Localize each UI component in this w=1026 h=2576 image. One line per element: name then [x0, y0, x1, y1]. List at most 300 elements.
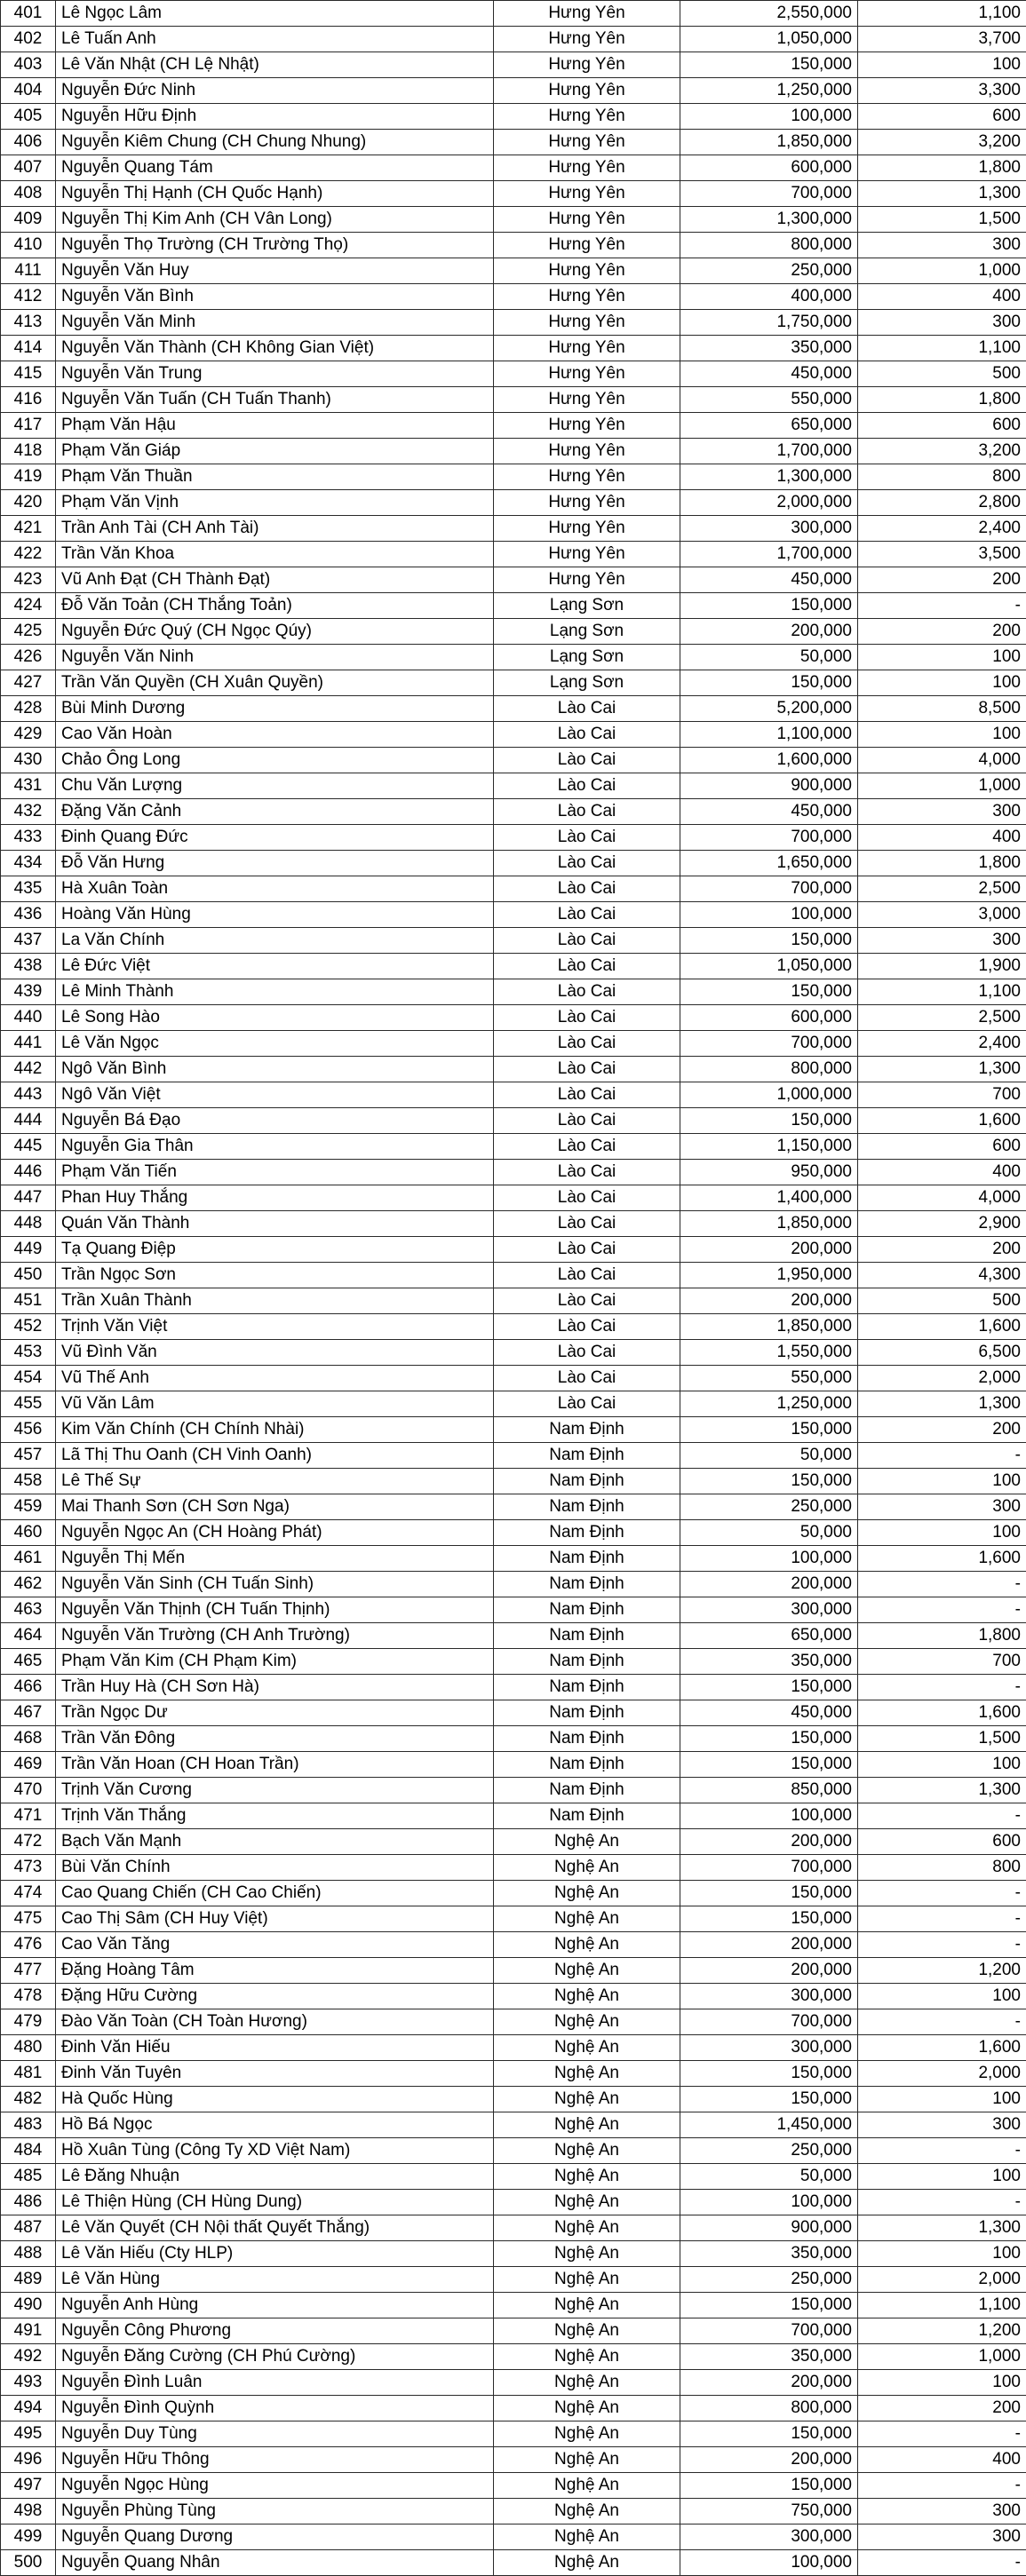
quantity-cell: 1,800: [858, 155, 1026, 181]
row-number-cell: 402: [1, 27, 56, 52]
name-cell: Lê Đăng Nhuận: [56, 2164, 494, 2190]
row-number-cell: 487: [1, 2215, 56, 2241]
province-cell: Lào Cai: [494, 902, 680, 928]
province-cell: Lào Cai: [494, 1340, 680, 1366]
row-number-cell: 457: [1, 1443, 56, 1469]
amount-cell: 200,000: [680, 1958, 858, 1984]
quantity-cell: 2,900: [858, 1211, 1026, 1237]
table-row: [1, 2241, 1026, 2267]
table-row: [1, 2499, 1026, 2524]
name-cell: Trần Văn Quyền (CH Xuân Quyền): [56, 670, 494, 696]
row-number-cell: 456: [1, 1417, 56, 1443]
province-cell: Nghệ An: [494, 2267, 680, 2293]
name-cell: Bùi Văn Chính: [56, 1855, 494, 1881]
row-number-cell: 412: [1, 284, 56, 310]
name-cell: Trần Văn Hoan (CH Hoan Trần): [56, 1752, 494, 1778]
amount-cell: 50,000: [680, 1520, 858, 1546]
quantity-cell: 400: [858, 825, 1026, 851]
table-row: [1, 361, 1026, 387]
name-cell: Lê Song Hào: [56, 1005, 494, 1031]
province-cell: Nghệ An: [494, 2344, 680, 2370]
amount-cell: 1,150,000: [680, 1134, 858, 1160]
amount-cell: 1,850,000: [680, 1211, 858, 1237]
quantity-cell: 600: [858, 1829, 1026, 1855]
quantity-cell: -: [858, 1906, 1026, 1932]
quantity-cell: 100: [858, 645, 1026, 670]
name-cell: Bạch Văn Mạnh: [56, 1829, 494, 1855]
name-cell: Nguyễn Hữu Thông: [56, 2447, 494, 2473]
row-number-cell: 448: [1, 1211, 56, 1237]
province-cell: Lào Cai: [494, 696, 680, 722]
province-cell: Lào Cai: [494, 1082, 680, 1108]
quantity-cell: -: [858, 1803, 1026, 1829]
quantity-cell: 2,000: [858, 2061, 1026, 2087]
quantity-cell: 300: [858, 799, 1026, 825]
row-number-cell: 482: [1, 2087, 56, 2112]
table-row: [1, 670, 1026, 696]
table-row: [1, 1082, 1026, 1108]
name-cell: Đinh Văn Tuyên: [56, 2061, 494, 2087]
amount-cell: 450,000: [680, 799, 858, 825]
amount-cell: 700,000: [680, 2009, 858, 2035]
quantity-cell: -: [858, 593, 1026, 619]
name-cell: Trần Xuân Thành: [56, 1288, 494, 1314]
table-row: [1, 1726, 1026, 1752]
table-row: [1, 1700, 1026, 1726]
province-cell: Hưng Yên: [494, 52, 680, 78]
table-row: [1, 2164, 1026, 2190]
table-row: [1, 258, 1026, 284]
table-row: [1, 593, 1026, 619]
amount-cell: 150,000: [680, 928, 858, 954]
table-row: [1, 748, 1026, 773]
row-number-cell: 419: [1, 464, 56, 490]
row-number-cell: 453: [1, 1340, 56, 1366]
quantity-cell: 1,100: [858, 1, 1026, 27]
name-cell: Trần Anh Tài (CH Anh Tài): [56, 516, 494, 542]
quantity-cell: -: [858, 1932, 1026, 1958]
row-number-cell: 459: [1, 1494, 56, 1520]
quantity-cell: 300: [858, 2112, 1026, 2138]
quantity-cell: 6,500: [858, 1340, 1026, 1366]
province-cell: Hưng Yên: [494, 27, 680, 52]
quantity-cell: -: [858, 2550, 1026, 2576]
province-cell: Lào Cai: [494, 1263, 680, 1288]
table-row: [1, 954, 1026, 979]
name-cell: Đặng Hữu Cường: [56, 1984, 494, 2009]
row-number-cell: 469: [1, 1752, 56, 1778]
name-cell: Đặng Hoàng Tâm: [56, 1958, 494, 1984]
province-cell: Nghệ An: [494, 2396, 680, 2421]
table-row: [1, 1752, 1026, 1778]
name-cell: Phạm Văn Giáp: [56, 439, 494, 464]
province-cell: Hưng Yên: [494, 464, 680, 490]
name-cell: Nguyễn Thị Kim Anh (CH Vân Long): [56, 207, 494, 233]
province-cell: Hưng Yên: [494, 387, 680, 413]
quantity-cell: 1,300: [858, 181, 1026, 207]
name-cell: Lê Văn Hùng: [56, 2267, 494, 2293]
table-row: [1, 1520, 1026, 1546]
table-row: [1, 2267, 1026, 2293]
amount-cell: 1,850,000: [680, 130, 858, 155]
name-cell: Trần Văn Khoa: [56, 542, 494, 567]
table-row: [1, 876, 1026, 902]
name-cell: Nguyễn Duy Tùng: [56, 2421, 494, 2447]
quantity-cell: 300: [858, 2524, 1026, 2550]
amount-cell: 150,000: [680, 593, 858, 619]
quantity-cell: 700: [858, 1649, 1026, 1675]
name-cell: Nguyễn Bá Đạo: [56, 1108, 494, 1134]
amount-cell: 700,000: [680, 825, 858, 851]
row-number-cell: 449: [1, 1237, 56, 1263]
province-cell: Lào Cai: [494, 1160, 680, 1185]
name-cell: Nguyễn Đức Ninh: [56, 78, 494, 104]
province-cell: Nghệ An: [494, 2087, 680, 2112]
row-number-cell: 489: [1, 2267, 56, 2293]
name-cell: Quán Văn Thành: [56, 1211, 494, 1237]
amount-cell: 650,000: [680, 413, 858, 439]
table-row: [1, 1263, 1026, 1288]
amount-cell: 1,850,000: [680, 1314, 858, 1340]
province-cell: Nghệ An: [494, 2499, 680, 2524]
name-cell: La Văn Chính: [56, 928, 494, 954]
row-number-cell: 480: [1, 2035, 56, 2061]
quantity-cell: 200: [858, 567, 1026, 593]
quantity-cell: 1,100: [858, 979, 1026, 1005]
amount-cell: 1,950,000: [680, 1263, 858, 1288]
amount-cell: 800,000: [680, 2396, 858, 2421]
quantity-cell: 200: [858, 1417, 1026, 1443]
province-cell: Nam Định: [494, 1778, 680, 1803]
quantity-cell: 400: [858, 2447, 1026, 2473]
province-cell: Nam Định: [494, 1726, 680, 1752]
row-number-cell: 431: [1, 773, 56, 799]
name-cell: Nguyễn Quang Nhân: [56, 2550, 494, 2576]
amount-cell: 150,000: [680, 52, 858, 78]
table-row: [1, 567, 1026, 593]
row-number-cell: 437: [1, 928, 56, 954]
amount-cell: 100,000: [680, 902, 858, 928]
table-row: [1, 542, 1026, 567]
table-row: [1, 979, 1026, 1005]
quantity-cell: 4,300: [858, 1263, 1026, 1288]
table-row: [1, 1211, 1026, 1237]
row-number-cell: 497: [1, 2473, 56, 2499]
row-number-cell: 466: [1, 1675, 56, 1700]
amount-cell: 150,000: [680, 2473, 858, 2499]
province-cell: Nam Định: [494, 1700, 680, 1726]
province-cell: Nghệ An: [494, 1984, 680, 2009]
name-cell: Nguyễn Anh Hùng: [56, 2293, 494, 2318]
table-row: [1, 2112, 1026, 2138]
amount-cell: 750,000: [680, 2499, 858, 2524]
name-cell: Nguyễn Quang Tám: [56, 155, 494, 181]
table-row: [1, 1932, 1026, 1958]
amount-cell: 150,000: [680, 2293, 858, 2318]
quantity-cell: -: [858, 1675, 1026, 1700]
table-row: [1, 2215, 1026, 2241]
table-row: [1, 1881, 1026, 1906]
table-body: [1, 1, 1026, 2576]
province-cell: Lào Cai: [494, 1185, 680, 1211]
table-row: [1, 1597, 1026, 1623]
name-cell: Trần Huy Hà (CH Sơn Hà): [56, 1675, 494, 1700]
province-cell: Lào Cai: [494, 1237, 680, 1263]
quantity-cell: 500: [858, 1288, 1026, 1314]
row-number-cell: 467: [1, 1700, 56, 1726]
province-cell: Nghệ An: [494, 2293, 680, 2318]
name-cell: Vũ Văn Lâm: [56, 1391, 494, 1417]
amount-cell: 1,050,000: [680, 27, 858, 52]
province-cell: Nghệ An: [494, 1932, 680, 1958]
table-row: [1, 413, 1026, 439]
province-cell: Nghệ An: [494, 2473, 680, 2499]
province-cell: Lào Cai: [494, 1005, 680, 1031]
quantity-cell: 100: [858, 722, 1026, 748]
table-row: [1, 490, 1026, 516]
quantity-cell: 1,300: [858, 2215, 1026, 2241]
amount-cell: 700,000: [680, 1031, 858, 1057]
quantity-cell: 100: [858, 2164, 1026, 2190]
quantity-cell: 1,200: [858, 1958, 1026, 1984]
province-cell: Hưng Yên: [494, 361, 680, 387]
row-number-cell: 414: [1, 336, 56, 361]
amount-cell: 400,000: [680, 284, 858, 310]
province-cell: Hưng Yên: [494, 413, 680, 439]
amount-cell: 150,000: [680, 2061, 858, 2087]
name-cell: Nguyễn Đăng Cường (CH Phú Cường): [56, 2344, 494, 2370]
province-cell: Nghệ An: [494, 2318, 680, 2344]
name-cell: Lã Thị Thu Oanh (CH Vinh Oanh): [56, 1443, 494, 1469]
row-number-cell: 435: [1, 876, 56, 902]
row-number-cell: 405: [1, 104, 56, 130]
quantity-cell: 100: [858, 2241, 1026, 2267]
province-cell: Hưng Yên: [494, 130, 680, 155]
province-cell: Lào Cai: [494, 1211, 680, 1237]
amount-cell: 100,000: [680, 104, 858, 130]
amount-cell: 150,000: [680, 1675, 858, 1700]
amount-cell: 200,000: [680, 2447, 858, 2473]
province-cell: Hưng Yên: [494, 336, 680, 361]
amount-cell: 2,000,000: [680, 490, 858, 516]
amount-cell: 700,000: [680, 181, 858, 207]
name-cell: Nguyễn Văn Thành (CH Không Gian Việt): [56, 336, 494, 361]
name-cell: Trần Ngọc Sơn: [56, 1263, 494, 1288]
name-cell: Phạm Văn Tiến: [56, 1160, 494, 1185]
amount-cell: 200,000: [680, 619, 858, 645]
amount-cell: 900,000: [680, 2215, 858, 2241]
table-row: [1, 1005, 1026, 1031]
name-cell: Phan Huy Thắng: [56, 1185, 494, 1211]
quantity-cell: 2,500: [858, 1005, 1026, 1031]
amount-cell: 1,300,000: [680, 207, 858, 233]
amount-cell: 1,450,000: [680, 2112, 858, 2138]
amount-cell: 300,000: [680, 1597, 858, 1623]
quantity-cell: 400: [858, 1160, 1026, 1185]
table-row: [1, 1314, 1026, 1340]
quantity-cell: 3,200: [858, 130, 1026, 155]
name-cell: Trần Văn Đông: [56, 1726, 494, 1752]
province-cell: Nghệ An: [494, 2061, 680, 2087]
name-cell: Cao Văn Hoàn: [56, 722, 494, 748]
amount-cell: 550,000: [680, 387, 858, 413]
name-cell: Nguyễn Văn Trung: [56, 361, 494, 387]
table-row: [1, 1366, 1026, 1391]
quantity-cell: 8,500: [858, 696, 1026, 722]
name-cell: Đinh Văn Hiếu: [56, 2035, 494, 2061]
province-cell: Nghệ An: [494, 1958, 680, 1984]
province-cell: Nghệ An: [494, 1881, 680, 1906]
amount-cell: 600,000: [680, 155, 858, 181]
name-cell: Hà Quốc Hùng: [56, 2087, 494, 2112]
province-cell: Nam Định: [494, 1675, 680, 1700]
name-cell: Đỗ Văn Hưng: [56, 851, 494, 876]
province-cell: Hưng Yên: [494, 1, 680, 27]
table-row: [1, 928, 1026, 954]
row-number-cell: 494: [1, 2396, 56, 2421]
name-cell: Nguyễn Văn Ninh: [56, 645, 494, 670]
amount-cell: 1,300,000: [680, 464, 858, 490]
row-number-cell: 463: [1, 1597, 56, 1623]
province-cell: Hưng Yên: [494, 258, 680, 284]
amount-cell: 1,100,000: [680, 722, 858, 748]
quantity-cell: 300: [858, 1494, 1026, 1520]
province-cell: Lào Cai: [494, 1031, 680, 1057]
row-number-cell: 424: [1, 593, 56, 619]
name-cell: Lê Tuấn Anh: [56, 27, 494, 52]
table-row: [1, 1134, 1026, 1160]
name-cell: Phạm Văn Hậu: [56, 413, 494, 439]
quantity-cell: 100: [858, 2370, 1026, 2396]
name-cell: Nguyễn Văn Bình: [56, 284, 494, 310]
quantity-cell: 4,000: [858, 1185, 1026, 1211]
name-cell: Lê Ngọc Lâm: [56, 1, 494, 27]
row-number-cell: 441: [1, 1031, 56, 1057]
province-cell: Nghệ An: [494, 2421, 680, 2447]
quantity-cell: -: [858, 1443, 1026, 1469]
table-row: [1, 1031, 1026, 1057]
row-number-cell: 407: [1, 155, 56, 181]
quantity-cell: 600: [858, 413, 1026, 439]
table-row: [1, 464, 1026, 490]
row-number-cell: 496: [1, 2447, 56, 2473]
amount-cell: 150,000: [680, 1752, 858, 1778]
amount-cell: 2,550,000: [680, 1, 858, 27]
amount-cell: 700,000: [680, 2318, 858, 2344]
table-row: [1, 1803, 1026, 1829]
row-number-cell: 436: [1, 902, 56, 928]
name-cell: Phạm Văn Vịnh: [56, 490, 494, 516]
row-number-cell: 418: [1, 439, 56, 464]
row-number-cell: 426: [1, 645, 56, 670]
quantity-cell: 1,100: [858, 336, 1026, 361]
amount-cell: 650,000: [680, 1623, 858, 1649]
name-cell: Lê Văn Hiếu (Cty HLP): [56, 2241, 494, 2267]
table-row: [1, 2190, 1026, 2215]
quantity-cell: 1,800: [858, 1623, 1026, 1649]
quantity-cell: 3,200: [858, 439, 1026, 464]
quantity-cell: 2,000: [858, 2267, 1026, 2293]
province-cell: Lào Cai: [494, 722, 680, 748]
name-cell: Nguyễn Ngọc An (CH Hoàng Phát): [56, 1520, 494, 1546]
table-row: [1, 825, 1026, 851]
quantity-cell: 1,800: [858, 387, 1026, 413]
name-cell: Đỗ Văn Toản (CH Thắng Toản): [56, 593, 494, 619]
quantity-cell: 2,500: [858, 876, 1026, 902]
province-cell: Lào Cai: [494, 1057, 680, 1082]
row-number-cell: 429: [1, 722, 56, 748]
amount-cell: 150,000: [680, 1108, 858, 1134]
table-row: [1, 2447, 1026, 2473]
table-row: [1, 2344, 1026, 2370]
row-number-cell: 409: [1, 207, 56, 233]
province-cell: Lào Cai: [494, 979, 680, 1005]
row-number-cell: 408: [1, 181, 56, 207]
quantity-cell: 1,500: [858, 1726, 1026, 1752]
row-number-cell: 415: [1, 361, 56, 387]
table-row: [1, 1623, 1026, 1649]
table-row: [1, 439, 1026, 464]
row-number-cell: 401: [1, 1, 56, 27]
name-cell: Nguyễn Văn Sinh (CH Tuấn Sinh): [56, 1572, 494, 1597]
amount-cell: 1,250,000: [680, 1391, 858, 1417]
amount-cell: 300,000: [680, 1984, 858, 2009]
name-cell: Trịnh Văn Việt: [56, 1314, 494, 1340]
province-cell: Nghệ An: [494, 2009, 680, 2035]
amount-cell: 200,000: [680, 1572, 858, 1597]
table-row: [1, 2035, 1026, 2061]
table-row: [1, 1237, 1026, 1263]
name-cell: Ngô Văn Bình: [56, 1057, 494, 1082]
row-number-cell: 474: [1, 1881, 56, 1906]
amount-cell: 150,000: [680, 2421, 858, 2447]
quantity-cell: -: [858, 2473, 1026, 2499]
amount-cell: 150,000: [680, 1469, 858, 1494]
quantity-cell: 1,500: [858, 207, 1026, 233]
row-number-cell: 499: [1, 2524, 56, 2550]
table-row: [1, 722, 1026, 748]
quantity-cell: 3,700: [858, 27, 1026, 52]
table-row: [1, 1546, 1026, 1572]
table-row: [1, 1984, 1026, 2009]
name-cell: Phạm Văn Kim (CH Phạm Kim): [56, 1649, 494, 1675]
row-number-cell: 433: [1, 825, 56, 851]
name-cell: Nguyễn Phùng Tùng: [56, 2499, 494, 2524]
amount-cell: 450,000: [680, 1700, 858, 1726]
name-cell: Lê Văn Quyết (CH Nội thất Quyết Thắng): [56, 2215, 494, 2241]
table-row: [1, 1829, 1026, 1855]
province-cell: Nghệ An: [494, 2241, 680, 2267]
name-cell: Trịnh Văn Thắng: [56, 1803, 494, 1829]
row-number-cell: 488: [1, 2241, 56, 2267]
row-number-cell: 420: [1, 490, 56, 516]
name-cell: Hà Xuân Toàn: [56, 876, 494, 902]
quantity-cell: 100: [858, 1520, 1026, 1546]
province-cell: Nghệ An: [494, 2550, 680, 2576]
name-cell: Vũ Đình Văn: [56, 1340, 494, 1366]
province-cell: Hưng Yên: [494, 207, 680, 233]
amount-cell: 1,750,000: [680, 310, 858, 336]
province-cell: Nghệ An: [494, 1855, 680, 1881]
amount-cell: 1,250,000: [680, 78, 858, 104]
row-number-cell: 439: [1, 979, 56, 1005]
quantity-cell: 300: [858, 310, 1026, 336]
quantity-cell: 700: [858, 1082, 1026, 1108]
row-number-cell: 425: [1, 619, 56, 645]
amount-cell: 450,000: [680, 567, 858, 593]
amount-cell: 700,000: [680, 1855, 858, 1881]
province-cell: Hưng Yên: [494, 567, 680, 593]
